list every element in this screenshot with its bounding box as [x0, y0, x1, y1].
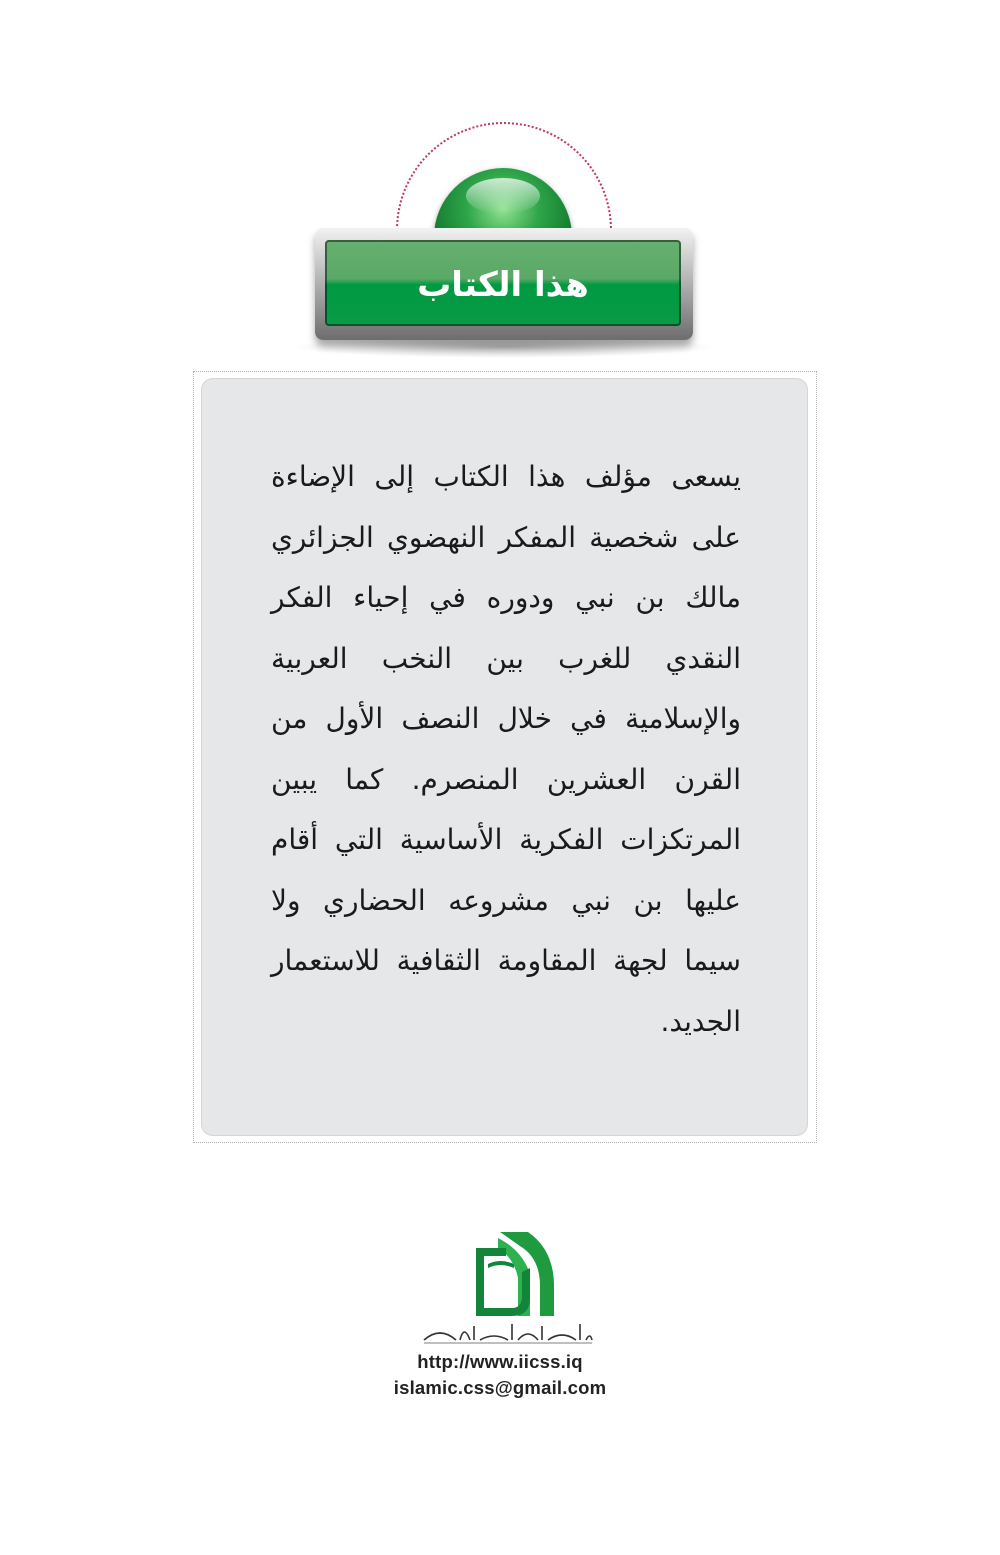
description-line: سيما لجهة المقاومة الثقافية للاستعمار — [271, 944, 741, 977]
description-line: يسعى مؤلف هذا الكتاب إلى الإضاءة — [271, 460, 741, 493]
description-line: المرتكزات الفكرية الأساسية التي أقام — [271, 823, 741, 856]
title-badge — [315, 228, 693, 340]
organization-calligraphy — [420, 1318, 595, 1348]
description-panel — [201, 378, 808, 1136]
description-line: مالك بن نبي ودوره في إحياء الفكر — [271, 581, 741, 614]
website-link[interactable]: http://www.iicss.iq — [417, 1351, 583, 1372]
description-line: القرن العشرين المنصرم. كما يبين — [271, 762, 741, 796]
calligraphy-label: المركز الإسلامي للدراسات الاستراتيجية — [420, 1318, 437, 1319]
page-title: هذا الكتاب — [417, 265, 589, 305]
title-badge-face — [325, 240, 681, 326]
email-link[interactable]: islamic.css@gmail.com — [393, 1377, 607, 1398]
iicss-logo-icon — [470, 1228, 556, 1318]
description-line: عليها بن نبي مشروعه الحضاري ولا — [271, 883, 741, 917]
description-line: على شخصية المفكر النهضوي الجزائري — [271, 520, 741, 554]
description-line: والإسلامية في خلال النصف الأول من — [271, 702, 741, 735]
description-text — [271, 455, 741, 1060]
description-line: الجديد. — [660, 1004, 741, 1038]
description-line: النقدي للغرب بين النخب العربية — [271, 641, 741, 675]
